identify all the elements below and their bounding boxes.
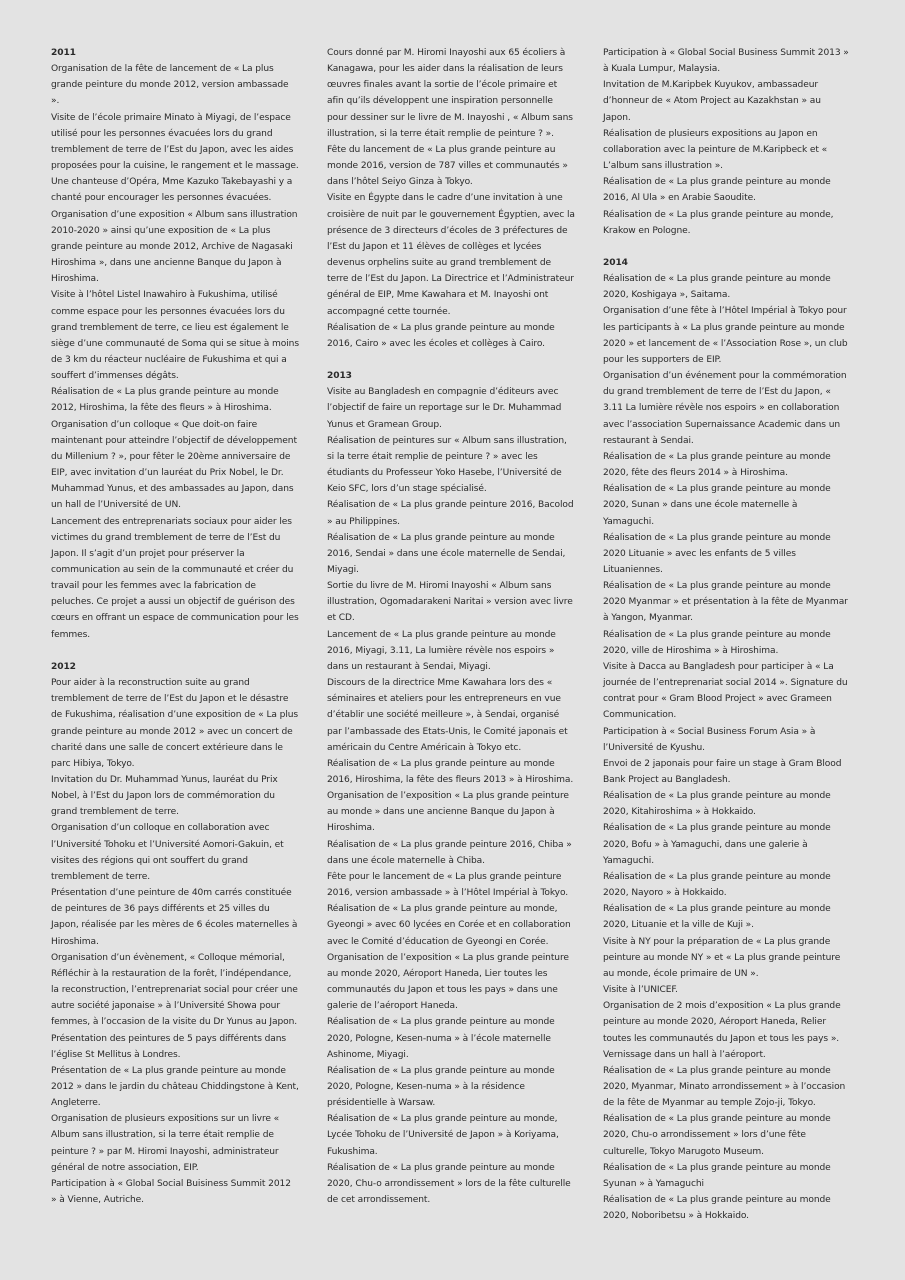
chronology-entry: Organisation de plusieurs expositions sur un livre « Album sans illustration, si la terre était remplie de peinture ? » par M. Hiromi Inayoshi, administrateur général de notre association, EIP.	[51, 1114, 280, 1173]
chronology-entry: Lancement des entreprenariats sociaux pour aider les victimes du grand tremblement de terre de l’Est du Japon. Il s’agit d’un projet pour préserver la communication au sein de la communauté et créer du travail pour les femmes avec la fabrication de peluches. Ce projet a aussi un objectif de guérison des cœurs en offrant un espace de communication pour les femmes.	[51, 516, 299, 640]
chronology-entry: Visite de l’école primaire Minato à Miyagi, de l’espace utilisé pour les personnes évacuées lors du grand tremblement de terre de l’Est du Japon, avec les aides proposées pour la cuisine, le rangement et le massage. Une chanteuse d’Opéra, Mme Kazuko Takebayashi y a chanté pour encourager les personnes évacuées.	[51, 112, 299, 204]
chronology-entry: Organisation d’un événement pour la commémoration du grand tremblement de terre de l’Est du Japon, « 3.11 La lumière révèle nos espoirs » en collaboration avec l’association Supernaissance Academic dans un restaurant à Sendai.	[603, 371, 847, 446]
chronology-entry: Organisation d’un colloque en collaboration avec l’Université Tohoku et l’Université Aomori-Gakuin, et visites des régions qui ont souffert du grand tremblement de terre.	[51, 823, 284, 882]
chronology-entry: Réalisation de « La plus grande peinture au monde 2016, Hiroshima, la fête des fleurs 2013 » à Hiroshima.	[327, 758, 574, 786]
chronology-entry: Réalisation de « La plus grande peinture au monde 2020, Myanmar, Minato arrondissement » à l’occasion de la fête de Myanmar au temple Zojo-ji, Tokyo.	[603, 1065, 846, 1109]
chronology-entry: Réalisation de « La plus grande peinture au monde 2020 Myanmar » et présentation à la fête de Myanmar à Yangon, Myanmar.	[603, 581, 848, 624]
year-heading: 2013	[327, 371, 352, 382]
chronology-entry: Présentation des peintures de 5 pays différents dans l’église St Mellitus à Londres.	[51, 1033, 287, 1060]
chronology-entry: Sortie du livre de M. Hiromi Inayoshi « Album sans illustration, Ogomadarakeni Naritai » version avec livre et CD.	[327, 581, 573, 624]
chronology-entry: Participation à « Social Business Forum Asia » à l’Université de Kyushu.	[603, 726, 816, 753]
chronology-entry: Envoi de 2 japonais pour faire un stage à Gram Blood Bank Project au Bangladesh.	[603, 758, 842, 786]
chronology-entry: Visite à l’UNICEF.	[603, 985, 678, 996]
chronology-entry: Visite à Dacca au Bangladesh pour participer à « La journée de l’entreprenariat social 2014 ». Signature du contrat pour « Gram Blood Project » avec Grameen Communication.	[603, 661, 848, 721]
section-spacer	[51, 643, 299, 659]
chronology-entry: Discours de la directrice Mme Kawahara lors des « séminaires et ateliers pour les entrepreneurs en vue d’établir une société meilleure », à Sendai, organisé par l’ambassade des Etats-Unis, le Comité japonais et américain du Centre Américain à Tokyo etc.	[327, 678, 568, 753]
chronology-entry: Participation à « Global Social Business Summit 2013 » à Kuala Lumpur, Malaysia.	[603, 48, 849, 75]
chronology-entry: Organisation de la fête de lancement de « La plus grande peinture du monde 2012, version ambassade ».	[51, 64, 289, 107]
chronology-entry: Réalisation de « La plus grande peinture 2016, Chiba » dans une école maternelle à Chiba.	[327, 839, 572, 866]
chronology-entry: Réalisation de « La plus grande peinture 2016, Bacolod » au Philippines.	[327, 500, 574, 527]
chronology-entry: Réalisation de « La plus grande peinture au monde 2020, fête des fleurs 2014 » à Hiroshima.	[603, 451, 831, 479]
chronology-entry: Lancement de « La plus grande peinture au monde 2016, Miyagi, 3.11, La lumière révèle nos espoirs » dans un restaurant à Sendai, Miyagi.	[327, 629, 556, 672]
chronology-entry: Visite à l’hôtel Listel Inawahiro à Fukushima, utilisé comme espace pour les personnes évacuées lors du grand tremblement de terre, ce lieu est également le siège d’une communauté de Soma qui se situe à moins de 3 km du réacteur nucléaire de Fukushima et qui a souffert d’immenses dégâts.	[51, 290, 299, 382]
chronology-entry: Présentation d’une peinture de 40m carrés constituée de peintures de 36 pays différents et 25 villes du Japon, réalisée par les mères de 6 écoles maternelles à Hiroshima.	[51, 888, 298, 947]
chronology-entry: Invitation du Dr. Muhammad Yunus, lauréat du Prix Nobel, à l’Est du Japon lors de commémoration du grand tremblement de terre.	[51, 775, 278, 818]
year-heading: 2014	[603, 258, 628, 269]
chronology-entry: Réalisation de « La plus grande peinture au monde 2016, Cairo » avec les écoles et collèges à Cairo.	[327, 322, 555, 349]
chronology-entry: Visite en Égypte dans le cadre d’une invitation à une croisière de nuit par le gouvernement Égyptien, avec la présence de 3 directeurs d’écoles de 3 préfectures de l’Est du Japon et 11 élèves de collèges et lycées devenus orphelins suite au grand tremblement de terre de l’Est du Japon. La Directrice et l’Administrateur général de EIP, Mme Kawahara et M. Inayoshi ont accompagné cette tournée.	[327, 193, 575, 317]
year-heading: 2012	[51, 661, 76, 672]
chronology-entry: Réalisation de « La plus grande peinture au monde 2020, Bofu » à Yamaguchi, dans une galerie à Yamaguchi.	[603, 823, 831, 866]
chronology-entry: Visite à NY pour la préparation de « La plus grande peinture au monde NY » et « La plus grande peinture au monde, école primaire de UN ».	[603, 936, 841, 979]
chronology-entry: Réalisation de « La plus grande peinture au monde 2016, Al Ula » en Arabie Saoudite.	[603, 177, 831, 204]
chronology-entry: Organisation d’un colloque « Que doit-on faire maintenant pour atteindre l’objectif de développement du Millenium ? », pour fêter le 20ème anniversaire de EIP, avec invitation d’un lauréat du Prix Nobel, le Dr. Muhammad Yunus, et des ambassades au Japon, dans un hall de l’Université de UN.	[51, 419, 297, 511]
chronology-entry: Réalisation de plusieurs expositions au Japon en collaboration avec la peinture de M.Karipbeck et « L’album sans illustration ».	[603, 128, 828, 172]
chronology-entry: Fête du lancement de « La plus grande peinture au monde 2016, version de 787 villes et communautés » dans l’hôtel Seiyo Ginza à Tokyo.	[327, 144, 568, 188]
chronology-entry: Réalisation de « La plus grande peinture au monde 2016, Sendai » dans une école maternelle de Sendai, Miyagi.	[327, 532, 566, 575]
year-heading: 2011	[51, 48, 76, 58]
chronology-entry: Pour aider à la reconstruction suite au grand tremblement de terre de l’Est du Japon et le désastre de Fukushima, réalisation d’une exposition de « La plus grande peinture au monde 2012 » avec un concert de charité dans une salle de concert extérieure dans le parc Hibiya, Tokyo.	[51, 678, 299, 769]
chronology-entry: Réalisation de « La plus grande peinture au monde, Lycée Tohoku de l’Université de Japon » à Koriyama, Fukushima.	[327, 1114, 559, 1157]
chronology-entry: Réalisation de « La plus grande peinture au monde 2020, Chu-o arrondissement » lors d’une fête culturelle, Tokyo Marugoto Museum.	[603, 1114, 831, 1157]
text-column-1	[51, 45, 299, 1208]
chronology-entry: Réalisation de « La plus grande peinture au monde 2020, Pologne, Kesen-numa » à l’école maternelle Ashinome, Miyagi.	[327, 1017, 555, 1060]
chronology-entry: Réalisation de « La plus grande peinture au monde 2020, Pologne, Kesen-numa » à la résidence présidentielle à Warsaw.	[327, 1065, 555, 1109]
section-spacer	[327, 352, 575, 368]
section-spacer	[603, 239, 851, 255]
chronology-entry: Invitation de M.Karipbek Kuyukov, ambassadeur d’honneur de « Atom Project au Kazakhstan » au Japon.	[603, 80, 821, 123]
chronology-entry: Réalisation de « La plus grande peinture au monde 2020, Chu-o arrondissement » lors de la fête culturelle de cet arrondissement.	[327, 1162, 571, 1206]
chronology-entry: Organisation de l’exposition « La plus grande peinture au monde » dans une ancienne Banque du Japon à Hiroshima.	[327, 791, 569, 834]
chronology-entry: Participation à « Global Social Buisiness Summit 2012 » à Vienne, Autriche.	[51, 1178, 291, 1206]
chronology-entry: Réalisation de « La plus grande peinture au monde 2020, Koshigaya », Saitama.	[603, 274, 831, 301]
chronology-entry: Organisation d’un évènement, « Colloque mémorial, Réfléchir à la restauration de la forêt, l’indépendance, la reconstruction, l’entreprenariat social pour créer une autre société japonaise » à l’Université Showa pour femmes, à l’occasion de la visite du Dr Yunus au Japon.	[51, 952, 298, 1028]
chronology-entry: Réalisation de « La plus grande peinture au monde 2020, ville de Hiroshima » à Hiroshima.	[603, 629, 831, 656]
chronology-entry: Réalisation de « La plus grande peinture au monde 2020, Nayoro » à Hokkaido.	[603, 871, 831, 899]
chronology-entry: Visite au Bangladesh en compagnie d’éditeurs avec l’objectif de faire un reportage sur le Dr. Muhammad Yunus et Gramean Group.	[327, 387, 562, 430]
chronology-entry: Réalisation de « La plus grande peinture au monde 2012, Hiroshima, la fête des fleurs » à Hiroshima.	[51, 387, 279, 414]
chronology-entry: Organisation de 2 mois d’exposition « La plus grande peinture au monde 2020, Aéroport Haneda, Relier toutes les communautés du Japon et tous les pays ». Vernissage dans un hall à l’aéroport.	[603, 1001, 841, 1060]
chronology-entry: Réalisation de « La plus grande peinture au monde 2020, Lituanie et la ville de Kuji ».	[603, 904, 831, 931]
chronology-entry: Réalisation de « La plus grande peinture au monde 2020, Noboribetsu » à Hokkaido.	[603, 1195, 831, 1222]
chronology-entry: Réalisation de « La plus grande peinture au monde 2020 Lituanie » avec les enfants de 5 villes Lituaniennes.	[603, 532, 831, 575]
chronology-entry: Réalisation de « La plus grande peinture au monde Syunan » à Yamaguchi	[603, 1162, 831, 1189]
chronology-entry: Réalisation de peintures sur « Album sans illustration, si la terre était remplie de peinture ? » avec les étudiants du Professeur Yoko Hasebe, l’Université de Keio SFC, lors d’un stage spécialisé.	[327, 435, 567, 495]
chronology-entry: Fête pour le lancement de « La plus grande peinture 2016, version ambassade » à l’Hôtel Impérial à Tokyo.	[327, 871, 569, 899]
chronology-entry: Présentation de « La plus grande peinture au monde 2012 » dans le jardin du château Chiddingstone à Kent, Angleterre.	[51, 1065, 299, 1109]
chronology-entry: Réalisation de « La plus grande peinture au monde 2020, Kitahiroshima » à Hokkaido.	[603, 791, 831, 818]
chronology-entry: Réalisation de « La plus grande peinture au monde, Krakow en Pologne.	[603, 209, 834, 236]
text-column-3	[603, 45, 851, 1224]
chronology-entry: Organisation d’une exposition « Album sans illustration 2010-2020 » ainsi qu’une exposition de « La plus grande peinture au monde 2012, Archive de Nagasaki Hiroshima », dans une ancienne Banque du Japon à Hiroshima.	[51, 209, 298, 285]
chronology-entry: Réalisation de « La plus grande peinture au monde 2020, Sunan » dans une école maternelle à Yamaguchi.	[603, 484, 831, 527]
chronology-entry: Organisation de l’exposition « La plus grande peinture au monde 2020, Aéroport Haneda, Lier toutes les communautés du Japon et tous les pays » dans une galerie de l’aéroport Haneda.	[327, 952, 569, 1012]
chronology-entry: Cours donné par M. Hiromi Inayoshi aux 65 écoliers à Kanagawa, pour les aider dans la réalisation de leurs œuvres finales avant la sortie de l’école primaire et afin qu’ils développent une inspiration personnelle pour dessiner sur le livre de M. Inayoshi , « Album sans illustration, si la terre était remplie de peinture ? ».	[327, 48, 573, 139]
text-column-2	[327, 45, 575, 1208]
chronology-entry: Organisation d’une fête à l’Hôtel Impérial à Tokyo pour les participants à « La plus grande peinture au monde 2020 » et lancement de « l’Association Rose », un club pour les supporters de EIP.	[603, 306, 848, 365]
chronology-entry: Réalisation de « La plus grande peinture au monde, Gyeongi » avec 60 lycées en Corée et en collaboration avec le Comité d’éducation de Gyeongi en Corée.	[327, 904, 571, 947]
